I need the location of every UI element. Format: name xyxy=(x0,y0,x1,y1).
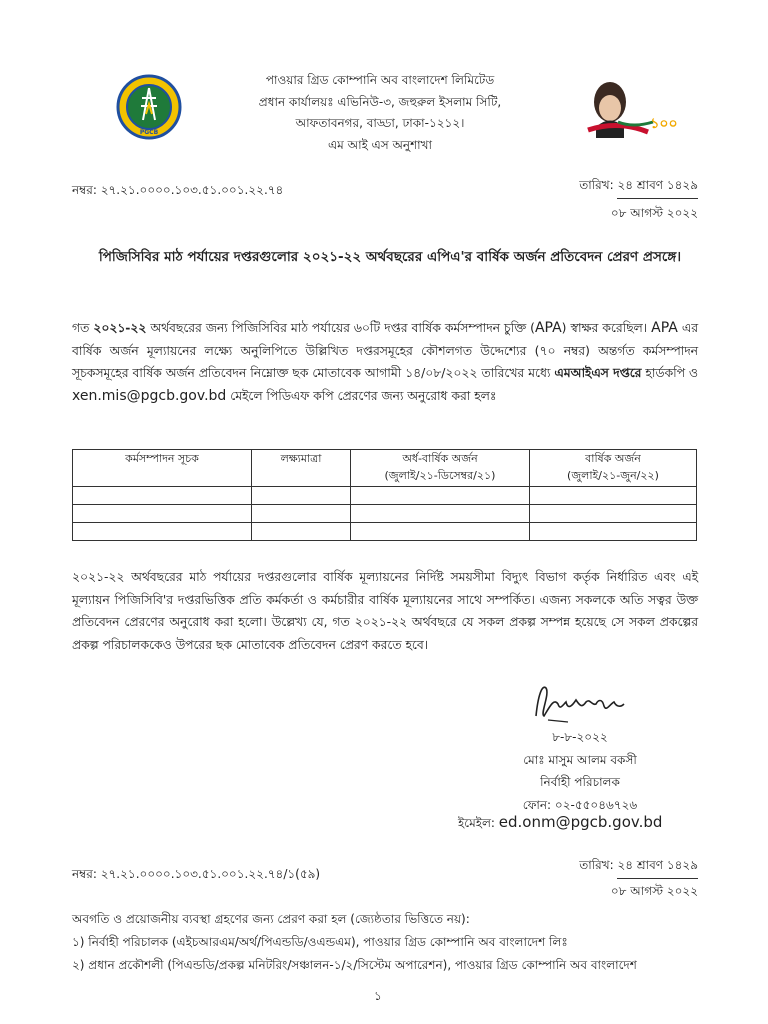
signature-date: ৮-৮-২০২২ xyxy=(552,730,608,744)
text-span-bold: ২০২১-২২ xyxy=(93,321,147,335)
memo-number-copy: নম্বর: ২৭.২১.০০০০.১০৩.৫১.০০১.২২.৭৪/১(৫৯) xyxy=(72,867,321,881)
date-english: ০৮ আগস্ট ২০২২ xyxy=(610,206,698,220)
table-header-cell: লক্ষ্যমাত্রা xyxy=(252,450,351,487)
svg-text:১০০: ১০০ xyxy=(650,116,678,132)
table-header-row xyxy=(73,450,697,487)
text-span: ) স্বাক্ষর করেছিল। xyxy=(561,321,652,335)
memo-number: নম্বর: ২৭.২১.০০০০.১০৩.৫১.০০১.২২.৭৪ xyxy=(72,183,284,197)
body-paragraph-2: ২০২১-২২ অর্থবছরের মাঠ পর্যায়ের দপ্তরগুলোর বার্ষিক মূল্যায়নের নির্দিষ্ট সময়সীমা বিদ্যুৎ বিভাগ কর্তৃক নির্ধারিত এবং এই মূল্যায়ন পিজিসিবি'র দপ্তরভিত্তিক প্রতি কর্মকর্তা ও কর্মচারীর বার্ষিক মূল্যায়নের সাথে সম্পর্কিত। এজন্য সকলকে অতি সত্বর উক্ত প্রতিবেদন প্রেরণের অনুরোধ করা হলো। উল্লেখ্য যে, গত ২০২১-২২ অর্থবছরে যে সকল প্রকল্প সম্পন্ন হয়েছে সে সকল প্রকল্পের প্রকল্প পরিচালককেও উপরের ছক মোতাবেক প্রতিবেদন প্রেরণ করতে হবে। xyxy=(72,570,698,652)
date-bangla: ২৪ শ্রাবণ ১৪২৯ xyxy=(617,177,698,199)
memo-date xyxy=(564,177,698,225)
signer-email-link[interactable]: ed.onm@pgcb.gov.bd xyxy=(498,813,663,831)
table-header-cell: অর্ধ-বার্ষিক অর্জন (জুলাই/২১-ডিসেম্বর/২১) xyxy=(351,450,530,487)
table-cell[interactable] xyxy=(252,523,351,541)
body-paragraph-1 xyxy=(72,317,698,407)
handwritten-signature xyxy=(528,676,628,728)
cc-intro: অবগতি ও প্রয়োজনীয় ব্যবস্থা গ্রহণের জন্য প্রেরণ করা হল (জ্যেষ্ঠতার ভিত্তিতে নয়): xyxy=(72,912,470,926)
date-english: ০৮ আগস্ট ২০২২ xyxy=(610,884,698,898)
signer-name: মোঃ মাসুম আলম বকসী xyxy=(523,752,637,767)
table-header-cell: বার্ষিক অর্জন (জুলাই/২১-জুন/২২) xyxy=(530,450,697,487)
table-cell[interactable] xyxy=(351,487,530,505)
text-span-bold: এমআইএস দপ্তরে xyxy=(554,366,642,380)
date-label: তারিখ: xyxy=(579,858,614,872)
company-name: পাওয়ার গ্রিড কোম্পানি অব বাংলাদেশ লিমিটেড xyxy=(265,73,495,87)
date-bangla: ২৪ শ্রাবণ ১৪২৯ xyxy=(617,857,698,879)
table-row xyxy=(73,505,697,523)
table-header-cell: কর্মসম্পাদন সূচক xyxy=(73,450,252,487)
table-cell[interactable] xyxy=(351,523,530,541)
subject-line: পিজিসিবির মাঠ পর্যায়ের দপ্তরগুলোর ২০২১-২২ অর্থবছরের এপিএ'র বার্ষিক অর্জন প্রতিবেদন প্রেরণ প্রসঙ্গে। xyxy=(98,249,682,265)
text-span: গত xyxy=(72,321,94,335)
table-cell[interactable] xyxy=(73,505,252,523)
table-cell[interactable] xyxy=(73,523,252,541)
memo-date-copy xyxy=(564,857,698,903)
performance-report-table xyxy=(72,449,697,541)
table-cell[interactable] xyxy=(252,487,351,505)
text-span: হার্ডকপি ও xyxy=(641,366,698,380)
signer-email-line xyxy=(458,813,662,835)
table-row xyxy=(73,523,697,541)
table-cell[interactable] xyxy=(252,505,351,523)
text-span: এর বার্ষিক অর্জন মূল্যায়নের লক্ষ্যে অনুলিপিতে উল্লিখিত দপ্তরসমূহের কৌশলগত উদ্দেশ্যের (৭০ নম্বর) অন্তর্গত কর্মসম্পাদন সূচকসমূহের বার্ষিক অর্জন প্রতিবেদন নিম্নোক্ত ছক মোতাবেক আগামী ১৪/০৮/২০২২ তারিখের মধ্যে xyxy=(72,321,699,380)
date-label: তারিখ: xyxy=(579,178,614,192)
table-cell[interactable] xyxy=(351,505,530,523)
table-cell[interactable] xyxy=(530,505,697,523)
page-number: ১ xyxy=(374,989,382,1003)
list-item: ২) প্রধান প্রকৌশলী (পিএন্ডডি/প্রকল্প মনিটরিং/সঞ্চালন-১/২/সিস্টেম অপারেশন), পাওয়ার গ্রিড কোম্পানি অব বাংলাদেশ xyxy=(72,958,637,972)
list-item: ১) নির্বাহী পরিচালক (এইচআরএম/অর্থ/পিএন্ডডি/ওএন্ডএম), পাওয়ার গ্রিড কোম্পানি অব বাংলাদেশ লিঃ xyxy=(72,935,568,949)
text-span: মেইলে পিডিএফ কপি প্রেরণের জন্য অনুরোধ করা হলঃ xyxy=(226,388,497,403)
pgcb-logo xyxy=(116,74,182,140)
office-header xyxy=(220,70,540,156)
text-span-apa: APA xyxy=(534,320,562,336)
mis-email-link[interactable]: xen.mis@pgcb.gov.bd xyxy=(72,387,227,404)
office-address-line1: প্রধান কার্যালয়ঃ এভিনিউ-৩, জহুরুল ইসলাম সিটি, xyxy=(258,94,502,109)
signer-designation: নির্বাহী পরিচালক xyxy=(540,775,620,789)
table-cell[interactable] xyxy=(530,487,697,505)
table-cell[interactable] xyxy=(73,487,252,505)
svg-text:PGCB: PGCB xyxy=(139,129,159,136)
office-address-line2: আফতাবনগর, বাড্ডা, ঢাকা-১২১২। xyxy=(295,116,465,130)
section-name: এম আই এস অনুশাখা xyxy=(327,137,433,152)
copy-distribution-list xyxy=(72,908,702,977)
table-row xyxy=(73,487,697,505)
text-span-apa: APA xyxy=(651,320,678,336)
table-cell[interactable] xyxy=(530,523,697,541)
text-span: অর্থবছরের জন্য পিজিসিবির মাঠ পর্যায়ের ৬০টি দপ্তর বার্ষিক কর্মসম্পাদন চুক্তি ( xyxy=(146,321,535,335)
signer-phone: ফোন: ০২-৫৫০৪৬৭২৬ xyxy=(522,797,638,812)
signer-block xyxy=(470,726,690,816)
mujib-borsho-emblem xyxy=(578,72,684,144)
email-label: ইমেইল: xyxy=(458,816,499,830)
